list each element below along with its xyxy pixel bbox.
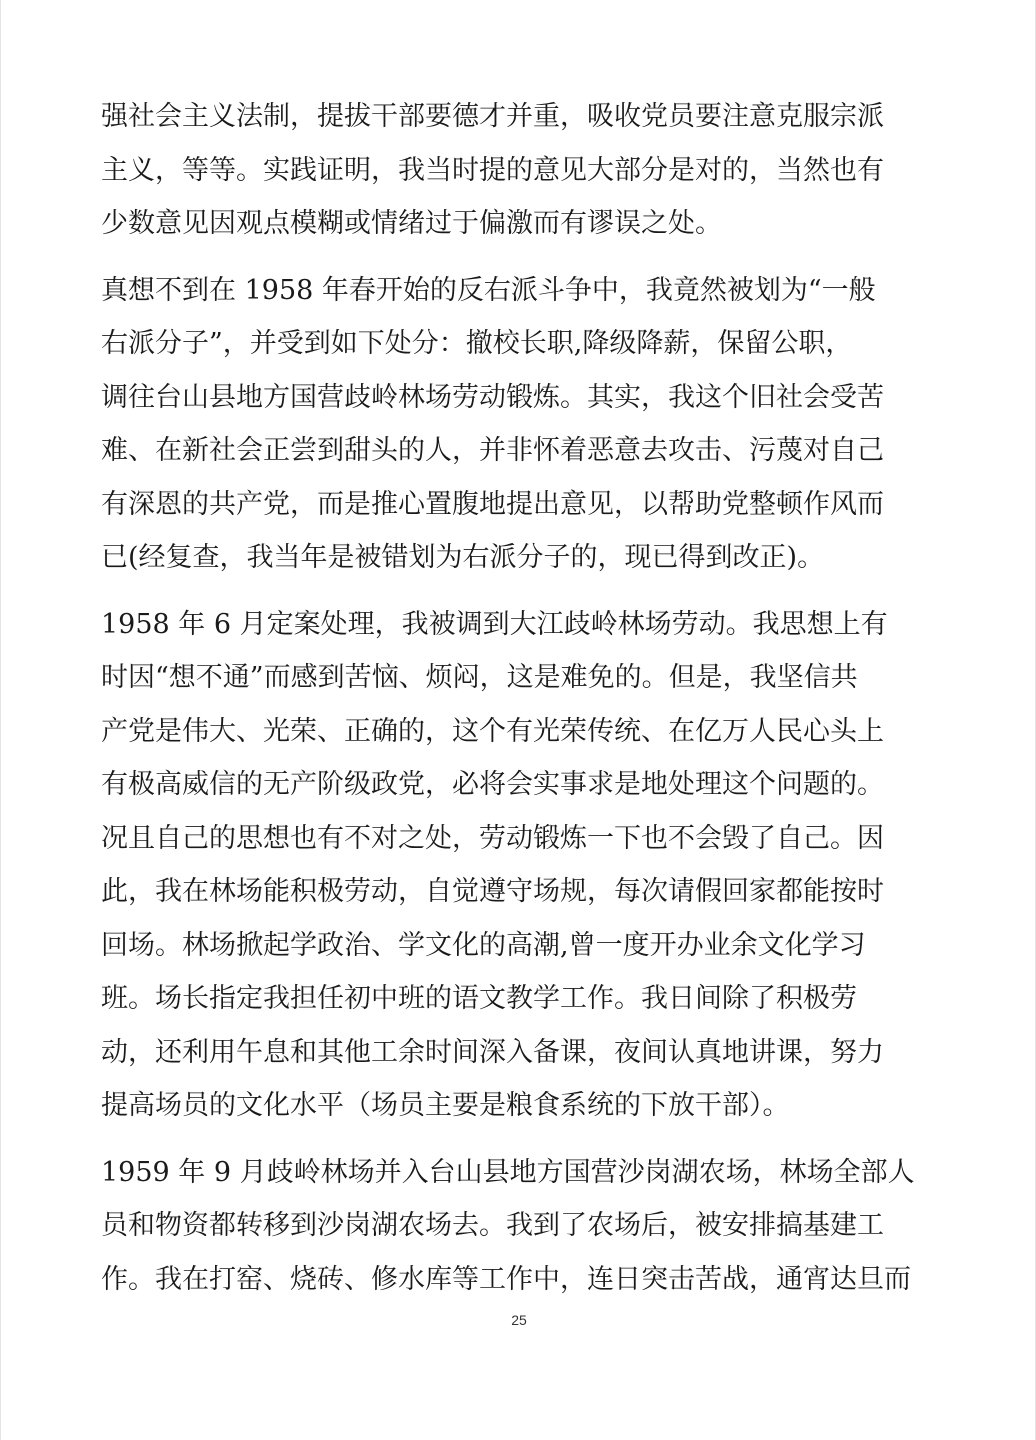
text-line: 已(经复查，我当年是被错划为右派分子的，现已得到改正)。 xyxy=(101,542,825,573)
text-line: 主义，等等。实践证明，我当时提的意见大部分是对的，当然也有 xyxy=(101,154,884,186)
text-line: 回场。林场掀起学政治、学文化的高潮,曾一度开办业余文化学习 xyxy=(101,929,866,961)
paragraph-2 xyxy=(101,264,939,585)
text-line: 产党是伟大、光荣、正确的，这个有光荣传统、在亿万人民心头上 xyxy=(101,715,884,747)
text-line: 真想不到在 1958 年春开始的反右派斗争中，我竟然被划为“一般 xyxy=(101,274,876,306)
text-line: 时因“想不通”而感到苦恼、烦闷，这是难免的。但是，我坚信共 xyxy=(101,662,858,693)
paragraph-1 xyxy=(101,90,939,251)
paragraph-3 xyxy=(101,598,939,1133)
text-line: 此，我在林场能积极劳动，自觉遵守场规，每次请假回家都能按时 xyxy=(101,876,884,907)
text-line: 有深恩的共产党，而是推心置腹地提出意见，以帮助党整顿作风而 xyxy=(101,488,884,520)
text-line: 动，还利用午息和其他工余时间深入备课，夜间认真地讲课，努力 xyxy=(101,1036,884,1068)
text-line: 作。我在打窑、烧砖、修水库等工作中，连日突击苦战，通宵达旦而 xyxy=(101,1263,911,1295)
text-line: 有极高威信的无产阶级政党，必将会实事求是地处理这个问题的。 xyxy=(101,769,884,800)
document-body xyxy=(101,90,939,1319)
text-line: 1958 年 6 月定案处理，我被调到大江歧岭林场劳动。我思想上有 xyxy=(101,608,888,640)
paragraph-4 xyxy=(101,1146,939,1307)
text-line: 1959 年 9 月歧岭林场并入台山县地方国营沙岗湖农场，林场全部人 xyxy=(101,1156,915,1188)
text-line: 少数意见因观点模糊或情绪过于偏激而有谬误之处。 xyxy=(101,208,722,239)
text-line: 况且自己的思想也有不对之处，劳动锻炼一下也不会毁了自己。因 xyxy=(101,822,884,854)
text-line: 员和物资都转移到沙岗湖农场去。我到了农场后，被安排搞基建工 xyxy=(101,1210,884,1241)
text-line: 班。场长指定我担任初中班的语文教学工作。我日间除了积极劳 xyxy=(101,983,857,1014)
text-line: 提高场员的文化水平（场员主要是粮食系统的下放干部）。 xyxy=(101,1090,790,1121)
page-number: 25 xyxy=(511,1312,527,1328)
text-line: 难、在新社会正尝到甜头的人，并非怀着恶意去攻击、污蔑对自己 xyxy=(101,435,884,466)
text-line: 右派分子”，并受到如下处分：撤校长职,降级降薪，保留公职， xyxy=(101,328,853,359)
text-line: 强社会主义法制，提拔干部要德才并重，吸收党员要注意克服宗派 xyxy=(101,101,884,132)
text-line: 调往台山县地方国营歧岭林场劳动锻炼。其实，我这个旧社会受苦 xyxy=(101,381,884,413)
